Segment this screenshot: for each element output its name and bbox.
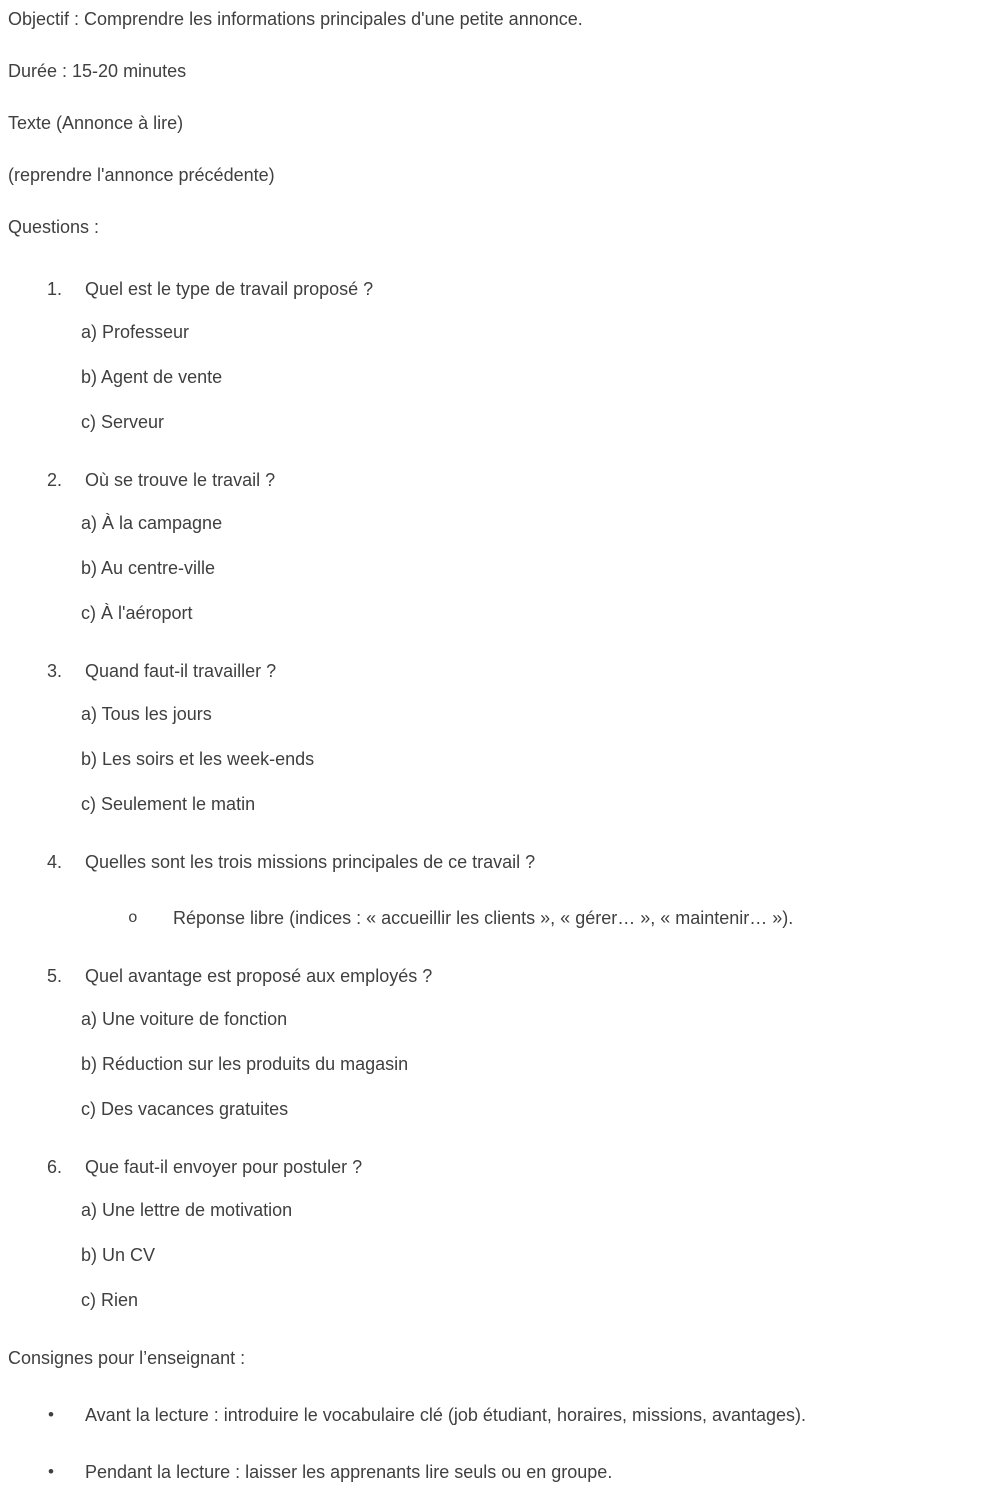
option-a: a) Tous les jours (81, 704, 212, 724)
teacher-notes-list (0, 1399, 985, 1483)
teacher-note-before-reading (0, 1404, 985, 1426)
question-line (0, 278, 985, 300)
question-number: 5. (47, 966, 63, 986)
option-a: a) Une lettre de motivation (81, 1200, 293, 1220)
question-number: 4. (47, 852, 63, 872)
questions-heading: Questions : (8, 217, 100, 237)
question-1 (0, 278, 985, 469)
option-b: b) Au centre-ville (81, 558, 216, 578)
question-text: Quel est le type de travail proposé ? (85, 279, 374, 299)
question-text: Quel avantage est proposé aux employés ? (85, 966, 433, 986)
question-line (0, 1156, 985, 1178)
question-number: 1. (47, 279, 63, 299)
circle-bullet-marker: o (128, 909, 138, 927)
reuse-note-line: (reprendre l'annonce précédente) (8, 165, 275, 185)
question-6 (0, 1156, 985, 1347)
option-a: a) À la campagne (81, 513, 223, 533)
question-4 (0, 851, 985, 965)
question-3 (0, 660, 985, 851)
question-line (0, 469, 985, 491)
option-b: b) Un CV (81, 1245, 156, 1265)
question-text: Où se trouve le travail ? (85, 470, 276, 490)
option-c: c) À l'aéroport (81, 603, 193, 623)
teacher-note-text: Avant la lecture : introduire le vocabulaire clé (job étudiant, horaires, missions, avantages). (85, 1405, 807, 1425)
question-line (0, 851, 985, 873)
question-number: 2. (47, 470, 63, 490)
option-a: a) Une voiture de fonction (81, 1009, 288, 1029)
question-text: Quelles sont les trois missions principales de ce travail ? (85, 852, 536, 872)
option-b: b) Agent de vente (81, 367, 223, 387)
free-answer-text: Réponse libre (indices : « accueillir les clients », « gérer… », « maintenir… »). (173, 908, 794, 928)
text-label-line: Texte (Annonce à lire) (8, 113, 184, 133)
option-b: b) Les soirs et les week-ends (81, 749, 315, 769)
question-line (0, 965, 985, 987)
disc-bullet-marker: • (48, 1405, 54, 1424)
free-answer-bullet (0, 894, 985, 929)
question-number: 3. (47, 661, 63, 681)
duration-line: Durée : 15-20 minutes (8, 61, 187, 81)
option-b: b) Réduction sur les produits du magasin (81, 1054, 409, 1074)
question-line (0, 660, 985, 682)
question-5 (0, 965, 985, 1156)
question-text: Quand faut-il travailler ? (85, 661, 277, 681)
option-c: c) Des vacances gratuites (81, 1099, 289, 1119)
option-c: c) Seulement le matin (81, 794, 256, 814)
teacher-notes-heading: Consignes pour l’enseignant : (8, 1348, 246, 1368)
teacher-note-during-reading (0, 1461, 985, 1483)
teacher-note-text: Pendant la lecture : laisser les apprenants lire seuls ou en groupe. (85, 1462, 613, 1482)
disc-bullet-marker: • (48, 1462, 54, 1481)
option-c: c) Serveur (81, 412, 165, 432)
question-number: 6. (47, 1157, 63, 1177)
question-2 (0, 469, 985, 660)
objective-line: Objectif : Comprendre les informations principales d'une petite annonce. (8, 9, 583, 29)
option-a: a) Professeur (81, 322, 190, 342)
question-text: Que faut-il envoyer pour postuler ? (85, 1157, 363, 1177)
questions-list (0, 268, 985, 1347)
option-c: c) Rien (81, 1290, 139, 1310)
